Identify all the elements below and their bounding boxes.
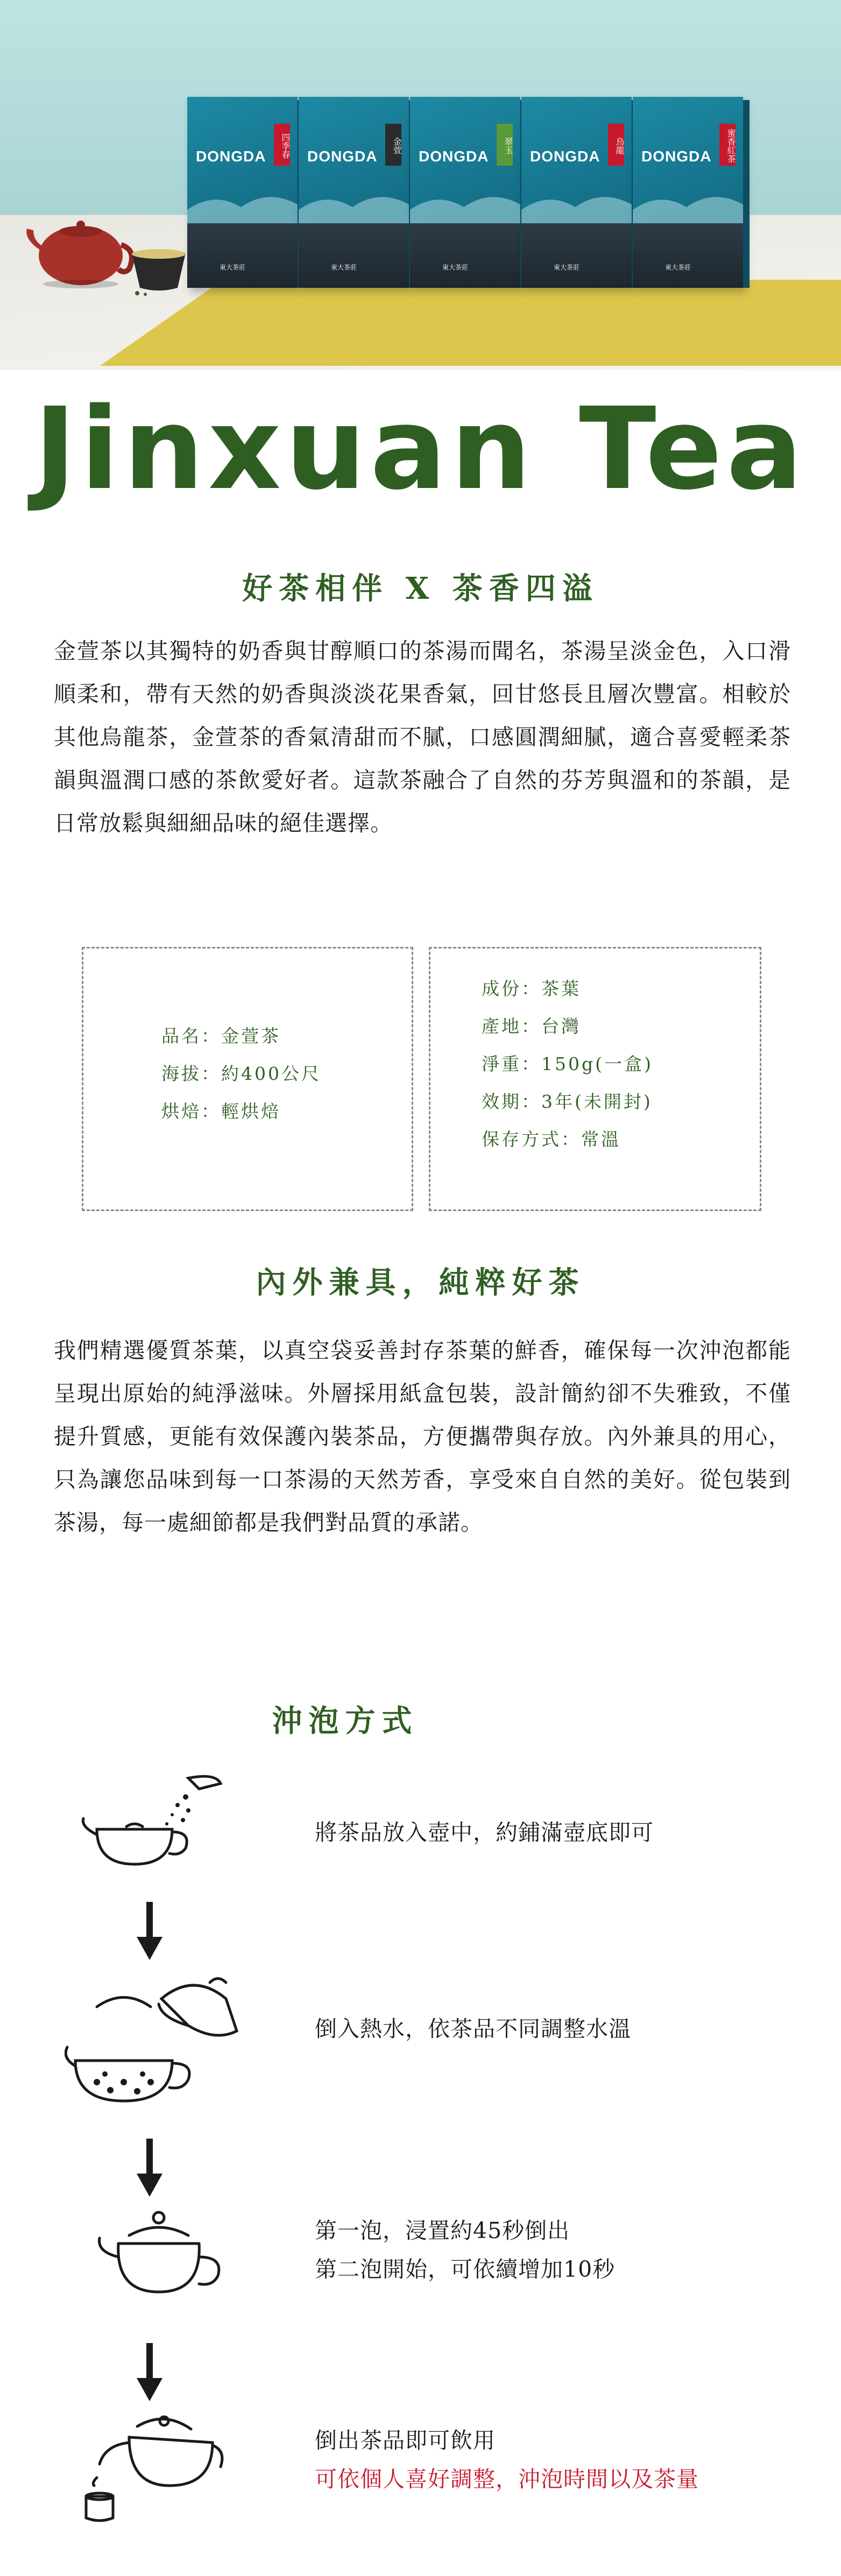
mountain-pattern (187, 188, 298, 226)
tea-cup-illustration (126, 242, 191, 296)
page-title: Jinxuan Tea (34, 383, 807, 515)
teapot-serve-icon (78, 2410, 229, 2523)
section-heading-good-tea: 好茶相伴 X 茶香四溢 (242, 571, 599, 606)
box-bottom-band (521, 223, 632, 288)
spec-row: 效期：3年(未開封) (482, 1091, 653, 1112)
teapot-illustration (22, 199, 140, 291)
teapot-add-leaves-icon (75, 1767, 237, 1870)
box-brand: DONGDA (530, 148, 600, 165)
down-arrow-icon (133, 2343, 166, 2402)
spec-list-right (482, 970, 653, 1158)
mountain-pattern (299, 188, 409, 226)
spec-box-left (82, 947, 413, 1211)
tea-box-3 (410, 97, 520, 288)
tea-box-2 (299, 97, 409, 288)
box-tag: 金萱 (385, 124, 401, 166)
brewing-step-4-note: 可依個人喜好調整，沖泡時間以及茶量 (315, 2466, 699, 2492)
down-arrow-icon (133, 2139, 166, 2198)
tea-box-5 (633, 97, 743, 288)
section-body-good-tea: 金萱茶以其獨特的奶香與甘醇順口的茶湯而聞名，茶湯呈淡金色，入口滑順柔和，帶有天然的奶香與淡淡花果香氣，回甘悠長且層次豐富。相較於其他烏龍茶，金萱茶的香氣清甜而不膩，口感圓潤細膩，適合喜愛輕柔茶韻與溫潤口感的茶飲愛好者。這款茶融合了自然的芬芳與溫和的茶韻，是日常放鬆與細細品味的絕佳選擇。 (54, 638, 791, 836)
spec-row: 淨重：150g(一盒) (482, 1053, 653, 1074)
hero-photo (0, 0, 841, 370)
box-tag: 翠玉 (497, 124, 513, 166)
tea-box-4 (521, 97, 632, 288)
section-heading-packaging: 內外兼具，純粹好茶 (256, 1265, 585, 1300)
brewing-step-3-text: 第一泡，浸置約45秒倒出 第二泡開始，可依續增加10秒 (315, 2218, 616, 2282)
yellow-cloth (100, 280, 841, 366)
box-brand: DONGDA (641, 148, 712, 165)
spec-row: 烘焙：輕烘焙 (161, 1101, 281, 1122)
down-arrow-icon (133, 1902, 166, 1961)
box-tag: 烏龍 (608, 124, 624, 166)
box-bottom-band (299, 223, 409, 288)
box-brand: DONGDA (307, 148, 378, 165)
teapot-steep-icon (89, 2206, 229, 2297)
brewing-step-1-text: 將茶品放入壺中，約鋪滿壺底即可 (315, 1820, 654, 1845)
spec-row: 品名：金萱茶 (161, 1025, 281, 1046)
spec-box-right (429, 947, 761, 1211)
box-shop: 東大茶莊 (331, 264, 357, 271)
box-bottom-band (187, 223, 298, 288)
box-tag: 四季春 (274, 124, 290, 166)
box-shop: 東大茶莊 (442, 264, 469, 271)
spec-list-left (161, 1017, 321, 1130)
mountain-pattern (410, 188, 520, 226)
brewing-step-4-text: 倒出茶品即可飲用 可依個人喜好調整，沖泡時間以及茶量 (315, 2421, 699, 2499)
box-bottom-band (410, 223, 520, 288)
spec-row: 產地：台灣 (482, 1016, 581, 1037)
mountain-pattern (521, 188, 632, 226)
box-brand: DONGDA (419, 148, 489, 165)
box-tag: 蜜香紅茶 (719, 124, 736, 166)
box-shop: 東大茶莊 (554, 264, 580, 271)
tea-box-1 (187, 97, 298, 288)
brewing-step-2-text: 倒入熱水，依茶品不同調整水溫 (315, 2016, 631, 2042)
box-brand: DONGDA (196, 148, 266, 165)
box-shop: 東大茶莊 (220, 264, 246, 271)
spec-row: 保存方式：常溫 (482, 1129, 621, 1150)
section-heading-brewing: 沖泡方式 (272, 1703, 419, 1739)
box-side (743, 100, 750, 288)
section-body-packaging: 我們精選優質茶葉，以真空袋妥善封存茶葉的鮮香，確保每一次沖泡都能呈現出原始的純淨滋味。外層採用紙盒包裝，設計簡約卻不失雅致，不僅提升質感，更能有效保護內裝茶品，方便攜帶與存放。內外兼具的用心，只為讓您品味到每一口茶湯的天然芳香，享受來自自然的美好。從包裝到茶湯，每一處細節都是我們對品質的承諾。 (54, 1337, 791, 1535)
mountain-pattern (633, 188, 743, 226)
box-bottom-band (633, 223, 743, 288)
teapot-pour-water-icon (65, 1966, 248, 2106)
spec-row: 海拔：約400公尺 (161, 1063, 321, 1084)
box-shop: 東大茶莊 (665, 264, 691, 271)
spec-row: 成份：茶葉 (482, 978, 581, 999)
